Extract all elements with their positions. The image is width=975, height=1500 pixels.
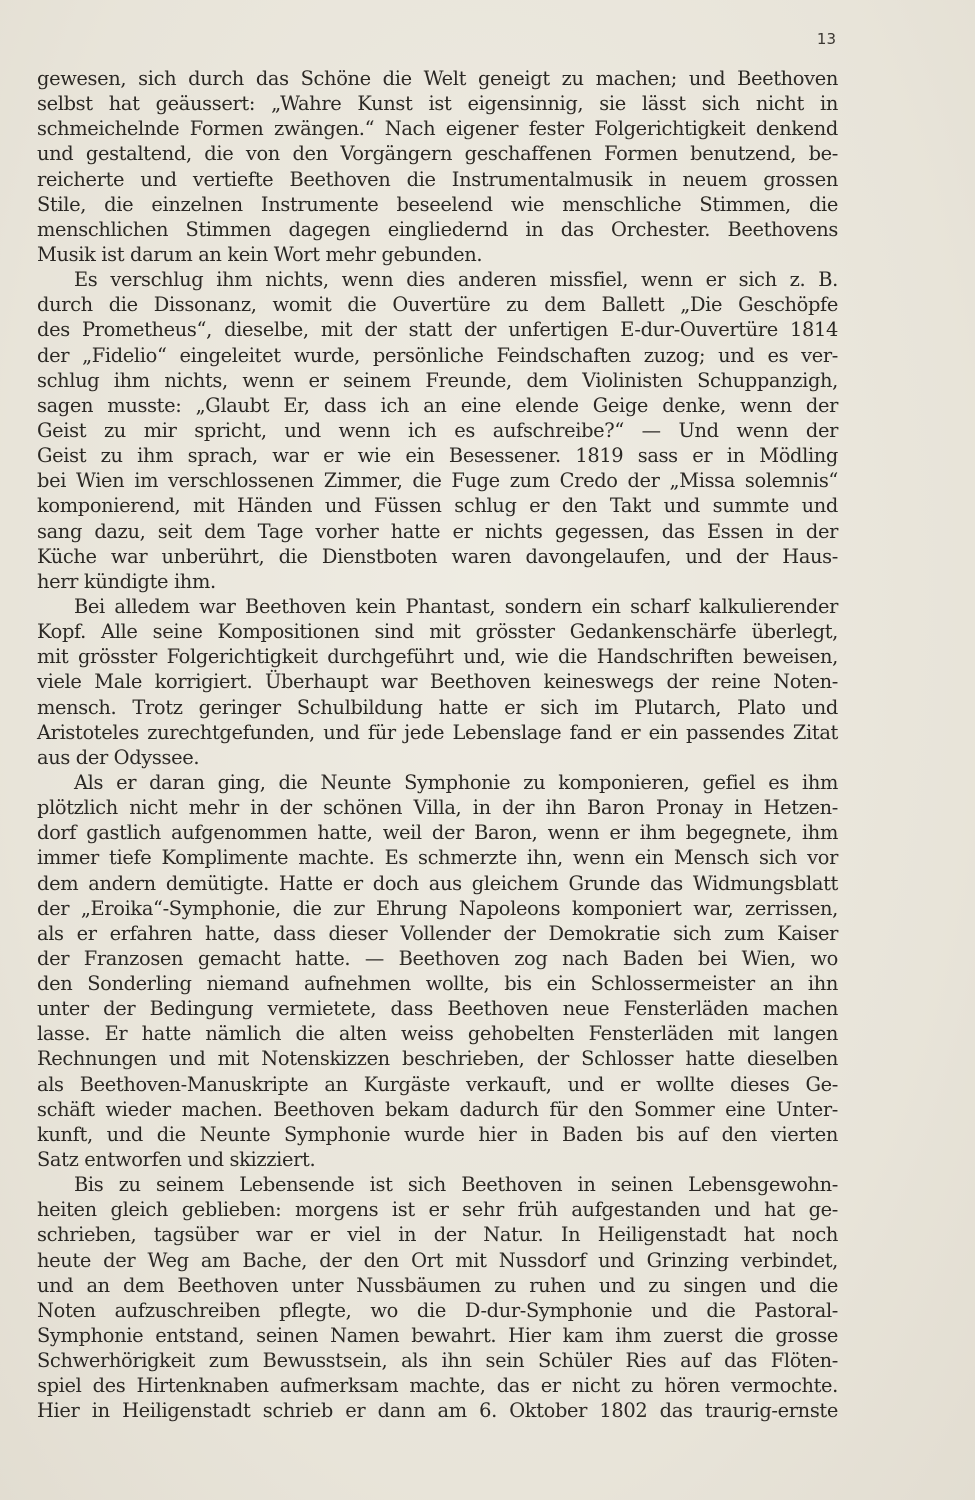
text-line: aus der Odyssee.: [37, 745, 200, 769]
text-line: der „Eroika“-Symphonie, die zur Ehrung Napoleons komponiert war, zerrissen,: [37, 896, 838, 920]
text-line: herr kündigte ihm.: [37, 569, 216, 593]
text-line: reicherte und vertiefte Beethoven die Instrumentalmusik in neuem grossen: [37, 167, 838, 191]
text-line: mensch. Trotz geringer Schulbildung hatte er sich im Plutarch, Plato und: [37, 695, 838, 719]
text-line: des Prometheus“, dieselbe, mit der statt der unfertigen E-dur-Ouvertüre 1814: [37, 318, 838, 342]
text-line: als Beethoven-Manuskripte an Kurgäste verkauft, und er wollte dieses Ge-: [37, 1072, 838, 1096]
text-line: Aristoteles zurechtgefunden, und für jede Lebenslage fand er ein passendes Zitat: [37, 720, 838, 744]
text-line: Küche war unberührt, die Dienstboten waren davongelaufen, und der Haus-: [37, 544, 838, 568]
text-line: unter der Bedingung vermietete, dass Beethoven neue Fensterläden machen: [37, 997, 838, 1021]
text-line: sagen musste: „Glaubt Er, dass ich an eine elende Geige denke, wenn der: [37, 393, 838, 417]
text-line: plötzlich nicht mehr in der schönen Villa, in der ihn Baron Pronay in Hetzen-: [37, 796, 838, 820]
text-line: immer tiefe Komplimente machte. Es schmerzte ihn, wenn ein Mensch sich vor: [37, 846, 838, 870]
text-line: Bei alledem war Beethoven kein Phantast, sondern ein scharf kalkulierender: [74, 594, 838, 618]
text-line: schäft wieder machen. Beethoven bekam dadurch für den Sommer eine Unter-: [37, 1097, 838, 1121]
page-number: 13: [816, 30, 836, 48]
text-line: menschlichen Stimmen dagegen eingliedernd in das Orchester. Beethovens: [37, 217, 838, 241]
text-line: Schwerhörigkeit zum Bewusstsein, als ihn sein Schüler Ries auf das Flöten-: [37, 1349, 838, 1373]
text-line: selbst hat geäussert: „Wahre Kunst ist eigensinnig, sie lässt sich nicht in: [37, 92, 838, 116]
text-line: dem andern demütigte. Hatte er doch aus gleichem Grunde das Widmungsblatt: [37, 871, 838, 895]
text-line: Hier in Heiligenstadt schrieb er dann am 6. Oktober 1802 das traurig-ernste: [37, 1399, 838, 1423]
text-line: viele Male korrigiert. Überhaupt war Beethoven keineswegs der reine Noten-: [37, 670, 838, 694]
text-line: der „Fidelio“ eingeleitet wurde, persönliche Feindschaften zuzog; und es ver-: [37, 343, 838, 367]
text-line: Rechnungen und mit Notenskizzen beschrieben, der Schlosser hatte dieselben: [37, 1047, 838, 1071]
text-line: spiel des Hirtenknaben aufmerksam machte, das er nicht zu hören vermochte.: [37, 1374, 838, 1398]
text-line: schlug ihm nichts, wenn er seinem Freunde, dem Violinisten Schuppanzigh,: [37, 368, 838, 392]
text-line: gewesen, sich durch das Schöne die Welt geneigt zu machen; und Beethoven: [37, 67, 838, 90]
text-line: kunft, und die Neunte Symphonie wurde hier in Baden bis auf den vierten: [37, 1122, 838, 1146]
text-line: komponierend, mit Händen und Füssen schlug er den Takt und summte und: [37, 494, 838, 518]
text-line: durch die Dissonanz, womit die Ouvertüre zu dem Ballett „Die Geschöpfe: [37, 293, 838, 317]
text-line: Es verschlug ihm nichts, wenn dies anderen missfiel, wenn er sich z. B.: [74, 268, 838, 292]
body-text: [37, 66, 838, 1424]
text-line: sang dazu, seit dem Tage vorher hatte er nichts gegessen, das Essen in der: [37, 519, 838, 543]
text-line: Kopf. Alle seine Kompositionen sind mit grösster Gedankenschärfe überlegt,: [37, 620, 838, 644]
text-line: als er erfahren hatte, dass dieser Vollender der Demokratie sich zum Kaiser: [37, 921, 838, 945]
text-line: und gestaltend, die von den Vorgängern geschaffenen Formen benutzend, be-: [37, 142, 838, 166]
text-line: Als er daran ging, die Neunte Symphonie zu komponieren, gefiel es ihm: [74, 770, 838, 794]
text-line: Bis zu seinem Lebensende ist sich Beethoven in seinen Lebensgewohn-: [74, 1173, 838, 1197]
text-line: und an dem Beethoven unter Nussbäumen zu ruhen und zu singen und die: [37, 1273, 838, 1297]
text-line: heute der Weg am Bache, der den Ort mit Nussdorf und Grinzing verbindet,: [37, 1248, 838, 1272]
text-line: Noten aufzuschreiben pflegte, wo die D-dur-Symphonie und die Pastoral-: [37, 1298, 838, 1322]
text-line: heiten gleich geblieben: morgens ist er sehr früh aufgestanden und hat ge-: [37, 1198, 838, 1222]
text-line: Stile, die einzelnen Instrumente beseelend wie menschliche Stimmen, die: [37, 192, 838, 216]
text-line: der Franzosen gemacht hatte. — Beethoven zog nach Baden bei Wien, wo: [37, 946, 838, 970]
text-line: Geist zu ihm sprach, war er wie ein Besessener. 1819 sass er in Mödling: [37, 444, 838, 468]
text-line: Geist zu mir spricht, und wenn ich es aufschreibe?“ — Und wenn der: [37, 418, 838, 442]
text-line: mit grösster Folgerichtigkeit durchgeführt und, wie die Handschriften beweisen,: [37, 645, 838, 669]
text-line: schmeichelnde Formen zwängen.“ Nach eigener fester Folgerichtigkeit denkend: [37, 117, 838, 141]
text-line: Symphonie entstand, seinen Namen bewahrt. Hier kam ihm zuerst die grosse: [37, 1324, 838, 1348]
text-line: Satz entworfen und skizziert.: [37, 1148, 316, 1172]
text-line: den Sonderling niemand aufnehmen wollte, bis ein Schlossermeister an ihn: [37, 972, 838, 996]
text-line: dorf gastlich aufgenommen hatte, weil der Baron, wenn er ihm begegnete, ihm: [37, 821, 838, 845]
text-line: bei Wien im verschlossenen Zimmer, die Fuge zum Credo der „Missa solemnis“: [37, 469, 838, 493]
text-line: Musik ist darum an kein Wort mehr gebunden.: [37, 242, 483, 266]
text-line: lasse. Er hatte nämlich die alten weiss gehobelten Fensterläden mit langen: [37, 1022, 838, 1046]
text-line: schrieben, tagsüber war er viel in der Natur. In Heiligenstadt hat noch: [37, 1223, 838, 1247]
